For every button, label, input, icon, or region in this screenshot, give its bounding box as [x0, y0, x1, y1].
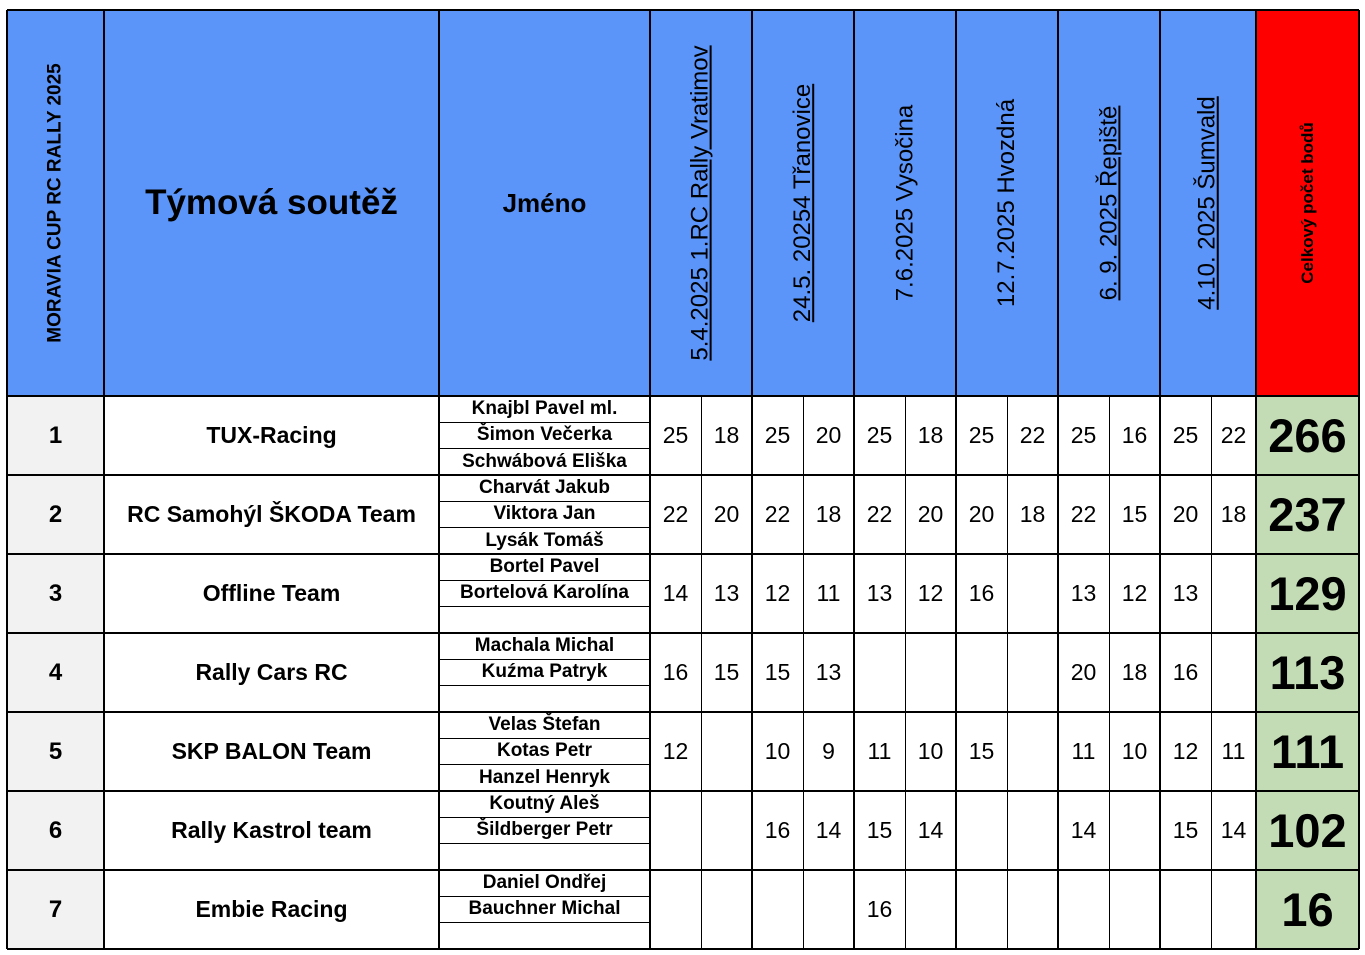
grid-line — [751, 10, 753, 949]
name-heading-cell — [439, 10, 650, 396]
points-cell — [1160, 870, 1211, 949]
grid-line — [1211, 396, 1212, 949]
member-name: Koutný Aleš — [439, 791, 650, 817]
grid-line — [439, 764, 650, 765]
grid-line — [7, 632, 1359, 634]
points-cell: 22 — [1211, 396, 1256, 475]
points-cell: 22 — [650, 475, 701, 554]
points-cell: 12 — [650, 712, 701, 791]
points-cell — [752, 870, 803, 949]
grid-line — [7, 869, 1359, 871]
points-cell — [1211, 870, 1256, 949]
points-cell: 11 — [854, 712, 905, 791]
points-cell — [701, 791, 752, 870]
points-cell: 13 — [1058, 554, 1109, 633]
grid-line — [1159, 10, 1161, 949]
grid-line — [1007, 396, 1008, 949]
grid-line — [7, 711, 1359, 713]
points-cell: 11 — [1058, 712, 1109, 791]
points-cell: 13 — [803, 633, 854, 712]
points-cell — [1109, 791, 1160, 870]
grid-line — [7, 948, 1359, 950]
points-cell: 9 — [803, 712, 854, 791]
member-name: Bortelová Karolína — [439, 580, 650, 606]
team-name: SKP BALON Team — [104, 712, 439, 791]
points-cell — [701, 870, 752, 949]
grid-line — [439, 896, 650, 897]
team-name: Offline Team — [104, 554, 439, 633]
member-name — [439, 923, 650, 949]
team-name: Embie Racing — [104, 870, 439, 949]
points-cell: 11 — [1211, 712, 1256, 791]
points-cell — [1007, 554, 1058, 633]
points-cell — [905, 870, 956, 949]
member-name — [439, 686, 650, 712]
points-cell — [1058, 870, 1109, 949]
member-name: Daniel Ondřej — [439, 870, 650, 896]
points-cell: 20 — [803, 396, 854, 475]
points-cell: 18 — [905, 396, 956, 475]
points-cell: 15 — [854, 791, 905, 870]
grid-line — [439, 922, 650, 923]
points-cell: 14 — [1058, 791, 1109, 870]
points-cell: 10 — [752, 712, 803, 791]
points-cell: 12 — [752, 554, 803, 633]
points-cell: 25 — [650, 396, 701, 475]
member-name: Schwábová Eliška — [439, 449, 650, 475]
grid-line — [7, 553, 1359, 555]
event-header-4 — [956, 10, 1058, 396]
rank-cell: 2 — [7, 475, 104, 554]
series-title-header — [7, 10, 104, 396]
grid-line — [439, 580, 650, 581]
points-cell: 22 — [1058, 475, 1109, 554]
rank-cell: 1 — [7, 396, 104, 475]
event-label: 6. 9. 2025 Řepiště — [1095, 105, 1122, 301]
points-cell: 20 — [1058, 633, 1109, 712]
member-name — [439, 844, 650, 870]
points-cell: 20 — [905, 475, 956, 554]
member-name: Velas Štefan — [439, 712, 650, 738]
points-cell — [956, 791, 1007, 870]
member-name: Viktora Jan — [439, 501, 650, 527]
series-title: MORAVIA CUP RC RALLY 2025 — [44, 63, 66, 343]
points-cell — [803, 870, 854, 949]
grid-line — [1255, 10, 1257, 949]
points-cell: 18 — [1007, 475, 1058, 554]
points-cell: 16 — [956, 554, 1007, 633]
total-heading-cell — [1256, 10, 1359, 396]
points-cell — [650, 791, 701, 870]
points-cell: 22 — [1007, 396, 1058, 475]
total-heading: Celkový počet bodů — [1297, 122, 1317, 284]
grid-line — [439, 738, 650, 739]
event-header-6 — [1160, 10, 1256, 396]
grid-line — [7, 474, 1359, 476]
points-cell: 15 — [701, 633, 752, 712]
points-cell — [1007, 791, 1058, 870]
member-name: Šimon Večerka — [439, 422, 650, 448]
points-cell: 15 — [1160, 791, 1211, 870]
member-name: Knajbl Pavel ml. — [439, 396, 650, 422]
points-cell: 15 — [1109, 475, 1160, 554]
grid-line — [103, 10, 105, 949]
grid-line — [439, 422, 650, 423]
rank-cell: 7 — [7, 870, 104, 949]
grid-line — [439, 685, 650, 686]
points-cell: 18 — [803, 475, 854, 554]
points-cell: 20 — [701, 475, 752, 554]
event-header-5 — [1058, 10, 1160, 396]
grid-line — [439, 817, 650, 818]
points-cell — [956, 870, 1007, 949]
member-name: Machala Michal — [439, 633, 650, 659]
total-points: 237 — [1256, 475, 1359, 554]
member-name — [439, 607, 650, 633]
points-cell: 12 — [1160, 712, 1211, 791]
points-cell: 12 — [1109, 554, 1160, 633]
grid-line — [955, 10, 957, 949]
points-cell — [1109, 870, 1160, 949]
grid-line — [7, 790, 1359, 792]
grid-line — [649, 10, 651, 949]
points-cell: 16 — [650, 633, 701, 712]
grid-line — [803, 396, 804, 949]
points-cell: 16 — [1160, 633, 1211, 712]
points-cell: 22 — [752, 475, 803, 554]
event-header-3 — [854, 10, 956, 396]
points-cell: 25 — [1160, 396, 1211, 475]
event-header-1 — [650, 10, 752, 396]
points-cell: 22 — [854, 475, 905, 554]
points-cell — [1007, 712, 1058, 791]
total-points: 111 — [1256, 712, 1359, 791]
name-heading: Jméno — [502, 187, 587, 218]
member-name: Šildberger Petr — [439, 817, 650, 843]
team-heading-cell — [104, 10, 439, 396]
grid-line — [438, 10, 440, 949]
member-name: Kuźma Patryk — [439, 659, 650, 685]
points-cell — [905, 633, 956, 712]
member-name: Bortel Pavel — [439, 554, 650, 580]
total-points: 113 — [1256, 633, 1359, 712]
points-cell: 10 — [905, 712, 956, 791]
points-cell: 25 — [956, 396, 1007, 475]
points-cell — [956, 633, 1007, 712]
total-points: 16 — [1256, 870, 1359, 949]
rank-cell: 6 — [7, 791, 104, 870]
member-name: Kotas Petr — [439, 738, 650, 764]
points-cell: 15 — [956, 712, 1007, 791]
points-cell: 15 — [752, 633, 803, 712]
points-cell: 18 — [1211, 475, 1256, 554]
event-label: 7.6.2025 Vysočina — [891, 104, 918, 302]
points-cell: 14 — [650, 554, 701, 633]
points-cell: 25 — [854, 396, 905, 475]
points-cell: 20 — [956, 475, 1007, 554]
event-label: 4.10. 2025 Šumvald — [1194, 96, 1222, 310]
points-cell: 25 — [1058, 396, 1109, 475]
team-name: Rally Cars RC — [104, 633, 439, 712]
grid-line — [1109, 396, 1110, 949]
event-label: 5.4.2025 1.RC Rally Vratimov — [687, 45, 714, 361]
event-label: 12.7.2025 Hvozdná — [993, 98, 1021, 308]
points-cell: 13 — [854, 554, 905, 633]
grid-line — [439, 843, 650, 844]
points-cell: 18 — [1109, 633, 1160, 712]
points-cell: 10 — [1109, 712, 1160, 791]
grid-line — [1057, 10, 1059, 949]
grid-line — [853, 10, 855, 949]
grid-line — [7, 395, 1359, 397]
points-cell: 11 — [803, 554, 854, 633]
points-cell — [1007, 870, 1058, 949]
grid-line — [7, 9, 1359, 11]
grid-line — [439, 659, 650, 660]
points-cell — [701, 712, 752, 791]
points-cell — [854, 633, 905, 712]
points-cell: 14 — [803, 791, 854, 870]
rank-cell: 4 — [7, 633, 104, 712]
grid-line — [439, 527, 650, 528]
total-points: 102 — [1256, 791, 1359, 870]
grid-line — [701, 396, 702, 949]
points-cell: 20 — [1160, 475, 1211, 554]
member-name: Bauchner Michal — [439, 896, 650, 922]
points-cell: 13 — [701, 554, 752, 633]
grid-line — [6, 10, 8, 949]
team-name: Rally Kastrol team — [104, 791, 439, 870]
grid-line — [439, 606, 650, 607]
points-cell — [1211, 633, 1256, 712]
member-name: Hanzel Henryk — [439, 765, 650, 791]
team-name: TUX-Racing — [104, 396, 439, 475]
points-cell: 14 — [1211, 791, 1256, 870]
points-cell: 16 — [752, 791, 803, 870]
grid-line — [439, 448, 650, 449]
total-points: 266 — [1256, 396, 1359, 475]
points-cell — [650, 870, 701, 949]
event-label: 24.5. 20254 Třanovice — [789, 83, 816, 323]
team-heading: Týmová soutěž — [145, 183, 398, 222]
event-header-2 — [752, 10, 854, 396]
rank-cell: 3 — [7, 554, 104, 633]
points-cell: 12 — [905, 554, 956, 633]
grid-line — [439, 501, 650, 502]
points-cell — [1007, 633, 1058, 712]
team-name: RC Samohýl ŠKODA Team — [104, 475, 439, 554]
points-cell — [1211, 554, 1256, 633]
points-cell: 25 — [752, 396, 803, 475]
total-points: 129 — [1256, 554, 1359, 633]
grid-line — [1358, 10, 1360, 949]
points-cell: 14 — [905, 791, 956, 870]
grid-line — [905, 396, 906, 949]
rank-cell: 5 — [7, 712, 104, 791]
points-cell: 18 — [701, 396, 752, 475]
points-cell: 16 — [1109, 396, 1160, 475]
points-cell: 16 — [854, 870, 905, 949]
points-cell: 13 — [1160, 554, 1211, 633]
member-name: Lysák Tomáš — [439, 528, 650, 554]
member-name: Charvát Jakub — [439, 475, 650, 501]
